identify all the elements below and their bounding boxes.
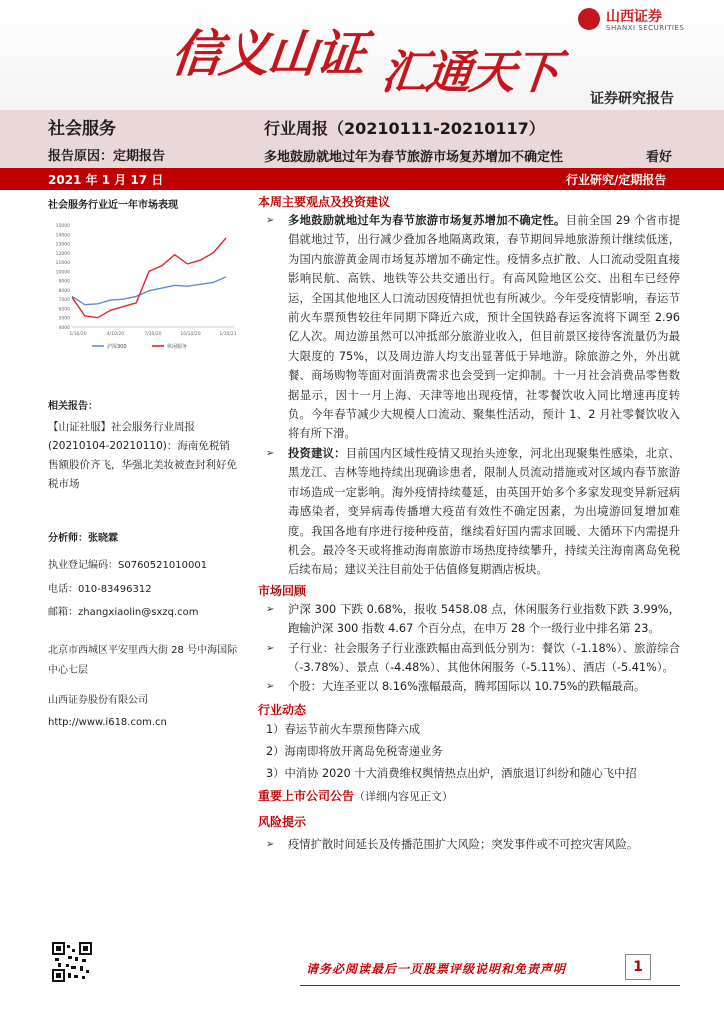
y-tick-label: 6000 xyxy=(58,307,70,313)
y-tick-label: 5000 xyxy=(58,316,70,322)
phone: 电话：010-83496312 xyxy=(48,584,152,595)
bullet-arrow-icon: ➢ xyxy=(266,838,275,850)
x-tick-label: 4/10/20 xyxy=(106,332,125,337)
disclaimer-note: 请务必阅读最后一页股票评级说明和免责声明 xyxy=(306,962,567,976)
bullet-arrow-icon: ➢ xyxy=(266,447,275,459)
x-axis-ticks xyxy=(69,331,236,337)
views-paragraph xyxy=(258,211,680,444)
investment-paragraph xyxy=(258,444,680,580)
logo-cn-text: 山西证券 xyxy=(606,9,662,25)
y-tick-label: 8000 xyxy=(58,288,70,294)
y-tick-label: 9000 xyxy=(58,279,70,285)
market-item xyxy=(258,600,680,639)
y-tick-label: 4000 xyxy=(58,326,70,331)
logo-en-text: SHANXI SECURITIES xyxy=(606,24,685,32)
sector-title: 社会服务 xyxy=(48,119,116,139)
y-tick-label: 14000 xyxy=(55,233,70,239)
address: 北京市西城区平安里西大街 28 号中海国际中心七层 xyxy=(48,645,238,676)
risk-item-text: 疫情扩散时间延长及传播范围扩大风险；突发事件或不可控灾害风险。 xyxy=(288,837,639,851)
section-market-title: 市场回顾 xyxy=(258,583,307,598)
x-tick-label: 10/10/20 xyxy=(180,332,201,337)
section-risk-title: 风险提示 xyxy=(258,814,307,829)
x-tick-label: 7/10/20 xyxy=(144,332,162,337)
dynamics-item: 2）海南即将放开离岛免税寄递业务 xyxy=(266,744,443,758)
chart-legend xyxy=(92,343,187,350)
page-number: 1 xyxy=(625,954,651,980)
chart-series xyxy=(72,238,226,318)
legend-label: 沪深300 xyxy=(107,344,127,350)
announcements-title-text: 重要上市公司公告 xyxy=(258,788,355,803)
section-announcements-title xyxy=(258,787,680,805)
market-chart xyxy=(44,215,240,355)
y-tick-label: 12000 xyxy=(55,251,70,257)
report-category: 行业研究/定期报告 xyxy=(566,173,667,187)
x-tick-label: 1/10/21 xyxy=(219,332,237,337)
report-title: 行业周报（20210111-20210117） xyxy=(264,119,545,138)
market-item-text: 沪深 300 下跌 0.68%，报收 5458.08 点，休闲服务行业指数下跌 3.99%，跑输沪深 300 指数 4.67 个百分点，在申万 28 个一级行业中排名第 23。 xyxy=(288,602,680,636)
report-reason: 报告原因：定期报告 xyxy=(48,149,166,164)
investment-text: 目前国内区域性疫情又现抬头迹象，河北出现聚集性感染，北京、黑龙江、吉林等地持续出现确诊患者，限制人员流动措施或对区域内春节旅游市场造成一定影响。海外疫情持续蔓延，由英国开始多个多家发现变异新冠病毒感染者，变异病毒传播增大疫苗有效性不确定因素，为出境游回复增加难度。我国各地有序进行接种疫苗，继续看好国内需求回暖、大循环下内需提升机会。最冷冬天或将推动海南旅游市场热度持续攀升，持续关注海南离岛免税后续布局；建议关注目前处于估值修复期酒店板块。 xyxy=(288,446,680,577)
risk-item xyxy=(258,835,680,854)
bullet-arrow-icon: ➢ xyxy=(266,603,275,615)
logo-mark-icon xyxy=(578,8,600,30)
y-tick-label: 13000 xyxy=(55,242,70,248)
related-title: 相关报告： xyxy=(48,401,98,412)
series-line xyxy=(72,277,226,305)
y-tick-label: 7000 xyxy=(58,298,70,304)
related-report-text: 【山证社服】社会服务行业周报(20210104-20210110)：海南免税销售额股价齐飞，华强北美妆被查封利好免税市场 xyxy=(48,421,237,490)
market-item xyxy=(258,677,680,696)
investment-lead: 投资建议： xyxy=(288,446,346,460)
views-text: 目前全国 29 个省市提倡就地过节，出行减少叠加各地隔离政策，春节期间异地旅游预计继续低迷，为国内旅游黄金周市场复苏增加不确定性。疫情多点扩散、人口流动受阻直接影响民航、高铁、地铁等公共交通出行。有高风险地区公交、出租车已经停运，全国其他地区人口流动因疫情担忧也有所减少。今年受疫情影响，春运节前火车票预售较往年同期下降近六成，预计全国铁路春运客流将下调至 2.96 亿人次。周边游虽然可以冲抵部分旅游业收入，但目前景区接待客流量仍为最大限度的 75%，以及周边游人均支出显著低于异地游。除旅游之外，外出就餐、商场购物等面对面消费需求也会受到一定抑制。十一月社会消费品零售数据显示，因十一月上海、天津等地出现疫情，社零餐饮收入同比增速再度转负。今年春节减少大规模人口流动、聚集性活动，预计 1、2 月社零餐饮收入将有所下滑。 xyxy=(288,214,680,441)
market-item-text: 子行业：社会服务子行业涨跌幅由高到低分别为：餐饮（-1.18%）、旅游综合（-3.78%）、景点（-4.48%）、其他休闲服务（-5.11%）、酒店（-5.41%）。 xyxy=(288,641,680,674)
bullet-arrow-icon: ➢ xyxy=(266,681,275,693)
company-logo xyxy=(578,6,708,38)
main-content xyxy=(258,193,680,854)
dynamics-item: 1）春运节前火车票预售降六成 xyxy=(266,722,421,736)
y-tick-label: 11000 xyxy=(55,261,70,267)
legend-label: 休闲服务 xyxy=(167,344,188,350)
report-type: 证券研究报告 xyxy=(590,91,674,107)
report-date: 2021 年 1 月 17 日 xyxy=(48,173,164,187)
email: 邮箱：zhangxiaolin@sxzq.com xyxy=(48,607,199,618)
market-item xyxy=(258,639,680,678)
dynamics-item: 3）中消协 2020 十大消费维权舆情热点出炉，酒旅退订纠纷和随心飞中招 xyxy=(266,766,637,780)
y-axis-ticks xyxy=(56,223,70,331)
section-views-title: 本周主要观点及投资建议 xyxy=(258,195,391,209)
slogan-right: 汇通天下 xyxy=(378,45,561,99)
series-line xyxy=(72,238,226,318)
slogan-left: 信义山证 xyxy=(168,24,367,83)
market-item-text: 个股：大连圣亚以 8.16%涨幅最高，腾邦国际以 10.75%的跌幅最高。 xyxy=(288,680,646,694)
rating: 看好 xyxy=(646,150,673,165)
qr-code-icon xyxy=(52,942,92,982)
analyst-name: 分析师：张晓霖 xyxy=(48,533,118,544)
y-tick-label: 15000 xyxy=(55,224,70,229)
bullet-arrow-icon: ➢ xyxy=(266,215,275,226)
report-headline: 多地鼓励就地过年为春节旅游市场复苏增加不确定性 xyxy=(264,150,564,165)
bullet-arrow-icon: ➢ xyxy=(266,642,275,654)
company-name: 山西证券股份有限公司 xyxy=(48,695,148,706)
section-dynamics-title: 行业动态 xyxy=(258,702,307,717)
announcements-note: （详细内容见正文） xyxy=(354,789,454,803)
x-tick-label: 1/10/20 xyxy=(69,332,87,337)
views-lead: 多地鼓励就地过年为春节旅游市场复苏增加不确定性。 xyxy=(288,214,566,227)
license-code: 执业登记编码：S0760521010001 xyxy=(48,560,208,571)
chart-title: 社会服务行业近一年市场表现 xyxy=(48,200,178,211)
footer-divider xyxy=(300,985,680,986)
website-link[interactable]: http://www.i618.com.cn xyxy=(48,717,167,728)
y-tick-label: 10000 xyxy=(55,270,70,276)
